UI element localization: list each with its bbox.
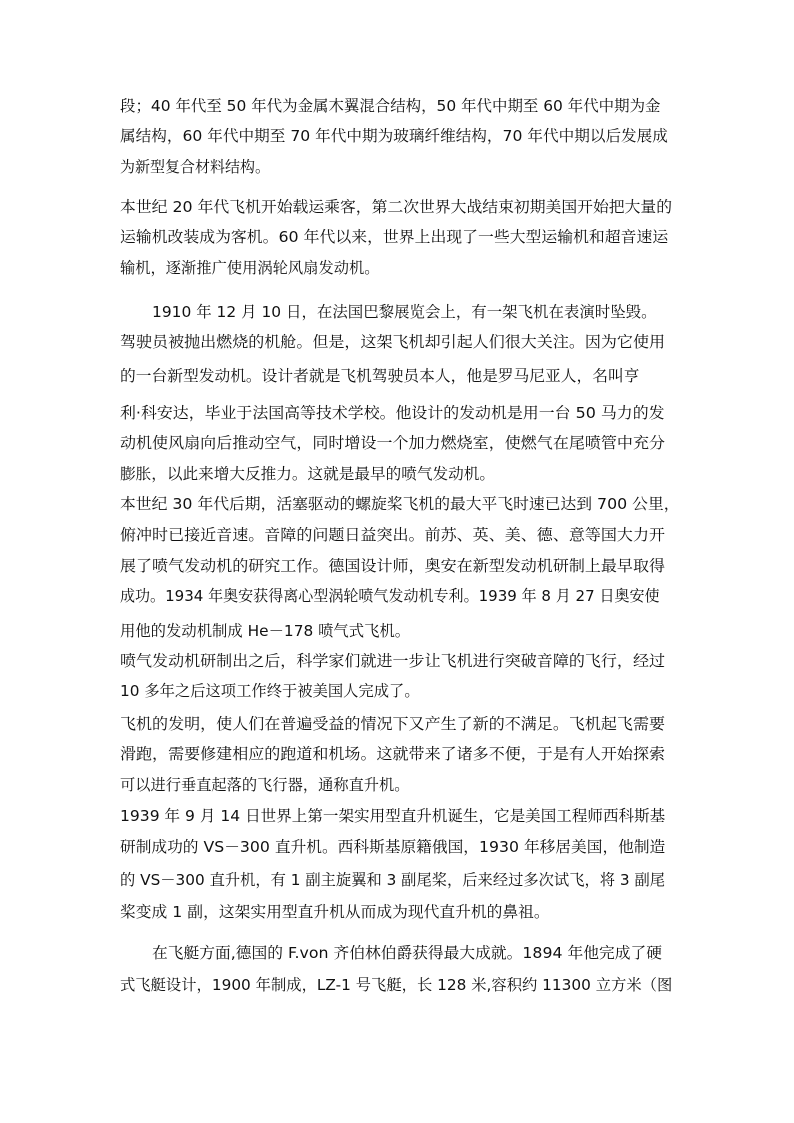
text-line: 本世纪 20 年代飞机开始载运乘客，第二次世界大战结束初期美国开始把大量的 [120,198,673,216]
text-line: 式飞艇设计，1900 年制成，LZ-1 号飞艇，长 128 米,容积约 11300 立方米（图 [120,976,673,994]
text-line: 运输机改装成为客机。60 年代以来，世界上出现了一些大型运输机和超音速运 [120,228,669,246]
text-line: 成功。1934 年奥安获得离心型涡轮喷气发动机专利。1939 年 8 月 27 日奥安使 [120,587,660,605]
text-line: 膨胀，以此来增大反推力。这就是最早的喷气发动机。 [120,465,496,483]
text-line: 属结构，60 年代中期至 70 年代中期为玻璃纤维结构，70 年代中期以后发展成 [120,127,668,145]
text-line: 俯冲时已接近音速。音障的问题日益突出。前苏、英、美、德、意等国大力开 [120,526,666,544]
text-line: 1910 年 12 月 10 日，在法国巴黎展览会上，有一架飞机在表演时坠毁。 [152,303,657,321]
text-line: 1939 年 9 月 14 日世界上第一架实用型直升机诞生，它是美国工程师西科斯基 [120,807,666,825]
text-line: 喷气发动机研制出之后，科学家们就进一步让飞机进行突破音障的飞行，经过 [120,652,666,670]
text-line: 的 VS－300 直升机，有 1 副主旋翼和 3 副尾桨，后来经过多次试飞，将 3 副尾 [120,871,666,889]
text-line: 飞机的发明，使人们在普遍受益的情况下又产生了新的不满足。飞机起飞需要 [120,715,666,733]
text-line: 动机使风扇向后推动空气，同时增设一个加力燃烧室，使燃气在尾喷管中充分 [120,434,666,452]
text-line: 输机，逐渐推广使用涡轮风扇发动机。 [120,259,380,277]
text-line: 10 多年之后这项工作终于被美国人完成了。 [120,682,420,700]
text-line: 可以进行垂直起落的飞行器，通称直升机。 [120,776,410,794]
text-line: 为新型复合材料结构。 [120,158,271,176]
text-line: 驾驶员被抛出燃烧的机舱。但是，这架飞机却引起人们很大关注。因为它使用 [120,333,666,351]
text-line: 桨变成 1 副，这架实用型直升机从而成为现代直升机的鼻祖。 [120,903,550,921]
text-line: 利·科安达，毕业于法国高等技术学校。他设计的发动机是用一台 50 马力的发 [120,404,665,422]
text-line: 本世纪 30 年代后期，活塞驱动的螺旋桨飞机的最大平飞时速已达到 700 公里， [120,495,680,513]
text-line: 用他的发动机制成 He－178 喷气式飞机。 [120,622,411,640]
text-line: 段；40 年代至 50 年代为金属木翼混合结构，50 年代中期至 60 年代中期为金 [120,97,661,115]
text-line: 在飞艇方面,德国的 F.von 齐伯林伯爵获得最大成就。1894 年他完成了硬 [152,944,662,962]
text-line: 的一台新型发动机。设计者就是飞机驾驶员本人，他是罗马尼亚人，名叫亨 [120,367,640,385]
text-line: 滑跑，需要修建相应的跑道和机场。这就带来了诸多不便，于是有人开始探索 [120,745,666,763]
text-line: 展了喷气发动机的研究工作。德国设计师，奥安在新型发动机研制上最早取得 [120,557,666,575]
text-line: 研制成功的 VS－300 直升机。西科斯基原籍俄国，1930 年移居美国，他制造 [120,838,666,856]
